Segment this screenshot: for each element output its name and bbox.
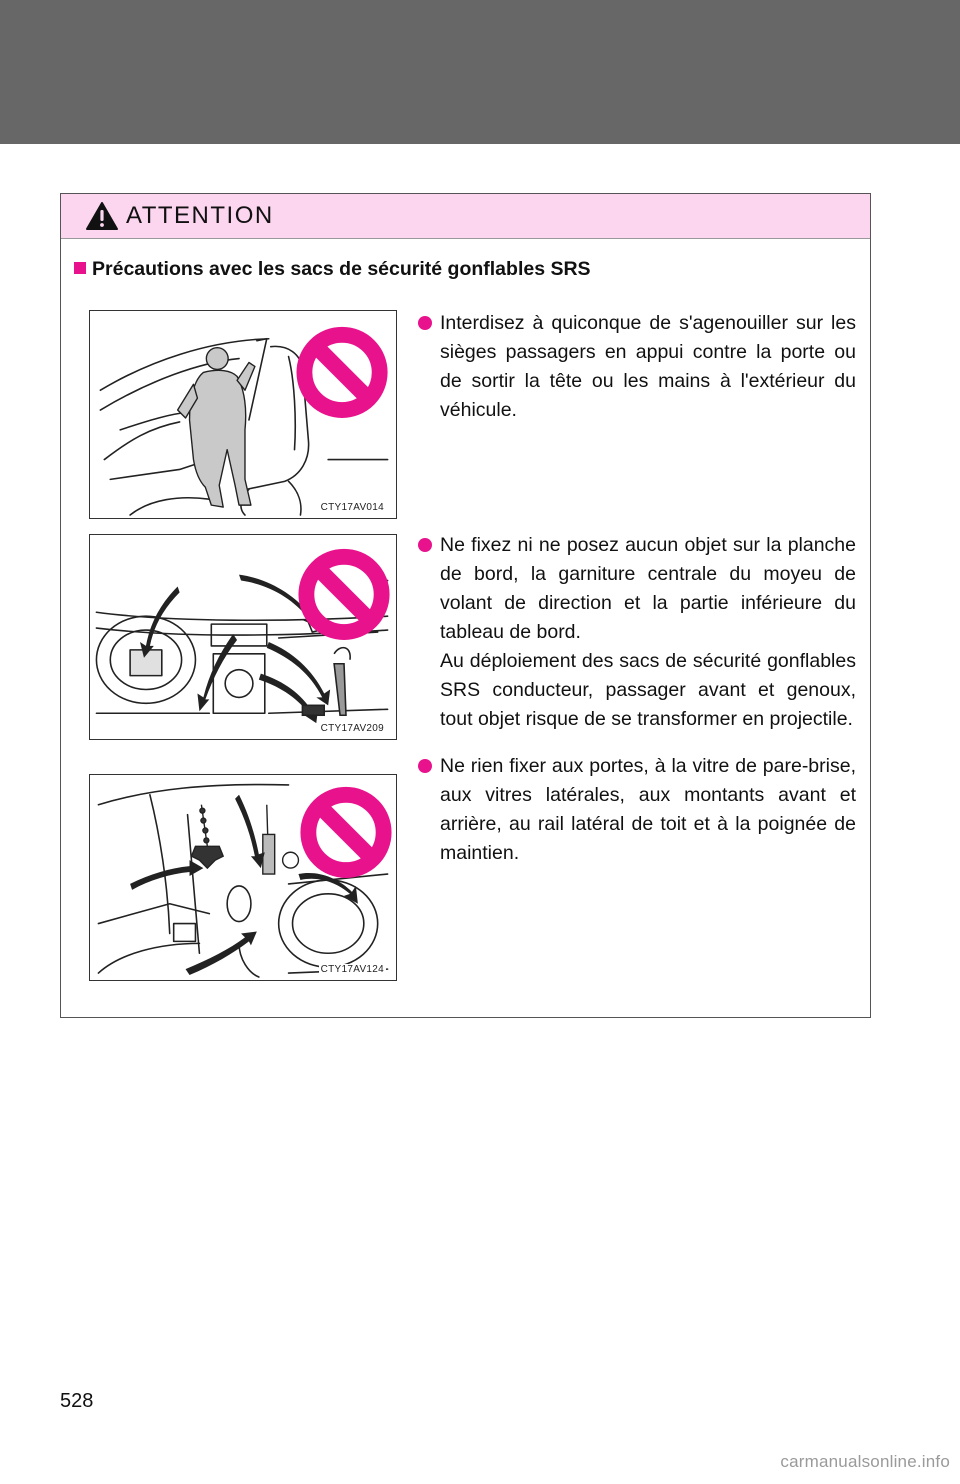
figure-code: CTY17AV014 — [320, 502, 384, 513]
precaution-item-kneeling — [418, 309, 856, 425]
page-number: 528 — [60, 1390, 94, 1412]
figure-code: CTY17AV124 — [320, 964, 384, 975]
attention-title: ATTENTION — [126, 202, 274, 229]
circle-bullet-icon — [418, 316, 432, 330]
square-bullet-icon — [74, 262, 86, 274]
dashboard-objects-illustration — [90, 535, 396, 739]
precaution-text: Ne rien fixer aux portes, à la vitre de pare-brise, aux vitres latérales, aux montants avant et arrière, au rail latéral de toit et à la poignée de maintien. — [440, 755, 856, 864]
precaution-item-dashboard — [418, 531, 856, 734]
section-heading — [74, 258, 591, 281]
hanging-objects-illustration — [90, 775, 396, 980]
figure-dashboard-objects — [89, 534, 397, 740]
figure-kneeling-passenger — [89, 310, 397, 519]
warning-triangle-icon — [85, 201, 119, 231]
top-band — [0, 0, 960, 144]
watermark: carmanualsonline.info — [780, 1452, 950, 1471]
attention-header — [61, 194, 870, 239]
circle-bullet-icon — [418, 538, 432, 552]
kneeling-passenger-illustration — [90, 311, 396, 518]
precaution-text: Ne fixez ni ne posez aucun objet sur la planche de bord, la garniture centrale du moyeu de volant de direction et la partie inférieure du tableau de bord. — [440, 534, 856, 643]
attention-box — [60, 193, 871, 1018]
precaution-text: Interdisez à quiconque de s'agenouiller sur les sièges passagers en appui contre la porte ou de sortir la tête ou les mains à l'extérieur du véhicule. — [440, 312, 856, 421]
precaution-item-fixtures — [418, 752, 856, 868]
circle-bullet-icon — [418, 759, 432, 773]
figure-hanging-objects — [89, 774, 397, 981]
figure-code: CTY17AV209 — [320, 723, 384, 734]
section-heading-text: Précautions avec les sacs de sécurité gonflables SRS — [92, 258, 591, 280]
precaution-text-continued: Au déploiement des sacs de sécurité gonflables SRS conducteur, passager avant et genoux, tout objet risque de se transformer en projectile. — [440, 650, 856, 730]
